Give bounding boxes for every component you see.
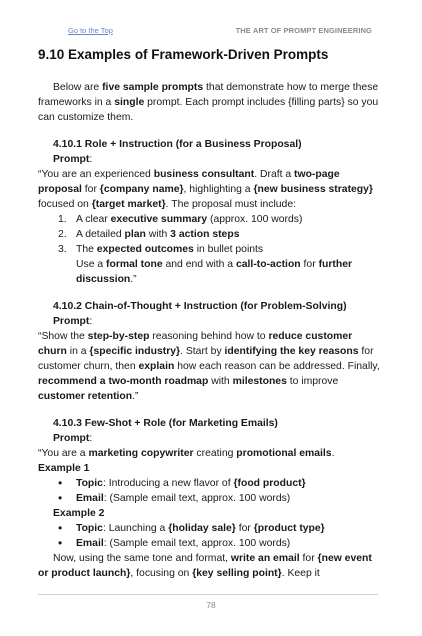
bullet-list [38, 521, 380, 551]
go-to-top-link[interactable]: Go to the Top [68, 26, 113, 35]
list-item: • Email: (Sample email text, approx. 100 words) [38, 536, 380, 551]
prompt-text: “Show the step-by-step reasoning behind how to reduce customer churn in a {specific industry}. Start by identifying the key reasons for customer churn, then explain how each reason can be addressed. Finally, recommend a two-month roadmap with milestones to improve customer retention.” [38, 331, 380, 402]
bullet-list [38, 476, 380, 506]
subsection-heading: 4.10.1 Role + Instruction (for a Business Proposal) [53, 139, 302, 150]
page-body [38, 80, 380, 581]
list-item: 2. A detailed plan with 3 action steps [58, 229, 240, 240]
example-label: Example 2 [53, 508, 105, 519]
list-item: • Topic: Introducing a new flavor of {food product} [38, 476, 380, 491]
prompt-label: Prompt: [53, 316, 93, 327]
example-label: Example 1 [38, 463, 90, 474]
list-item: 1. A clear executive summary (approx. 100 words) [58, 214, 303, 225]
list-item: • Email: (Sample email text, approx. 100 words) [38, 491, 380, 506]
footer-divider [38, 594, 378, 595]
list-continuation: Use a formal tone and end with a call-to-action for further discussion.” [76, 259, 353, 285]
section-title: 9.10 Examples of Framework-Driven Prompts [38, 47, 329, 62]
intro-paragraph: Below are five sample prompts that demonstrate how to merge these frameworks in a single prompt. Each prompt includes {filling parts} so you can customize them. [38, 82, 379, 123]
list-item: 3. The expected outcomes in bullet points [58, 244, 264, 255]
subsection-heading: 4.10.2 Chain-of-Thought + Instruction (for Problem-Solving) [53, 301, 347, 312]
list-item: • Topic: Launching a {holiday sale} for {product type} [38, 521, 380, 536]
closing-paragraph: Now, using the same tone and format, write an email for {new event or product launch}, focusing on {key selling point}. Keep it [38, 553, 372, 579]
prompt-text: “You are an experienced business consultant. Draft a two-page proposal for {company name}, highlighting a {new business strategy} focused on {target market}. The proposal must include: [38, 169, 373, 210]
subsection-heading: 4.10.3 Few-Shot + Role (for Marketing Emails) [53, 418, 278, 429]
prompt-text: “You are a marketing copywriter creating promotional emails. [38, 448, 335, 459]
running-header-title: THE ART OF PROMPT ENGINEERING [235, 26, 372, 35]
page-number: 78 [206, 600, 216, 610]
prompt-label: Prompt: [53, 433, 93, 444]
numbered-list [38, 212, 380, 257]
prompt-label: Prompt: [53, 154, 93, 165]
